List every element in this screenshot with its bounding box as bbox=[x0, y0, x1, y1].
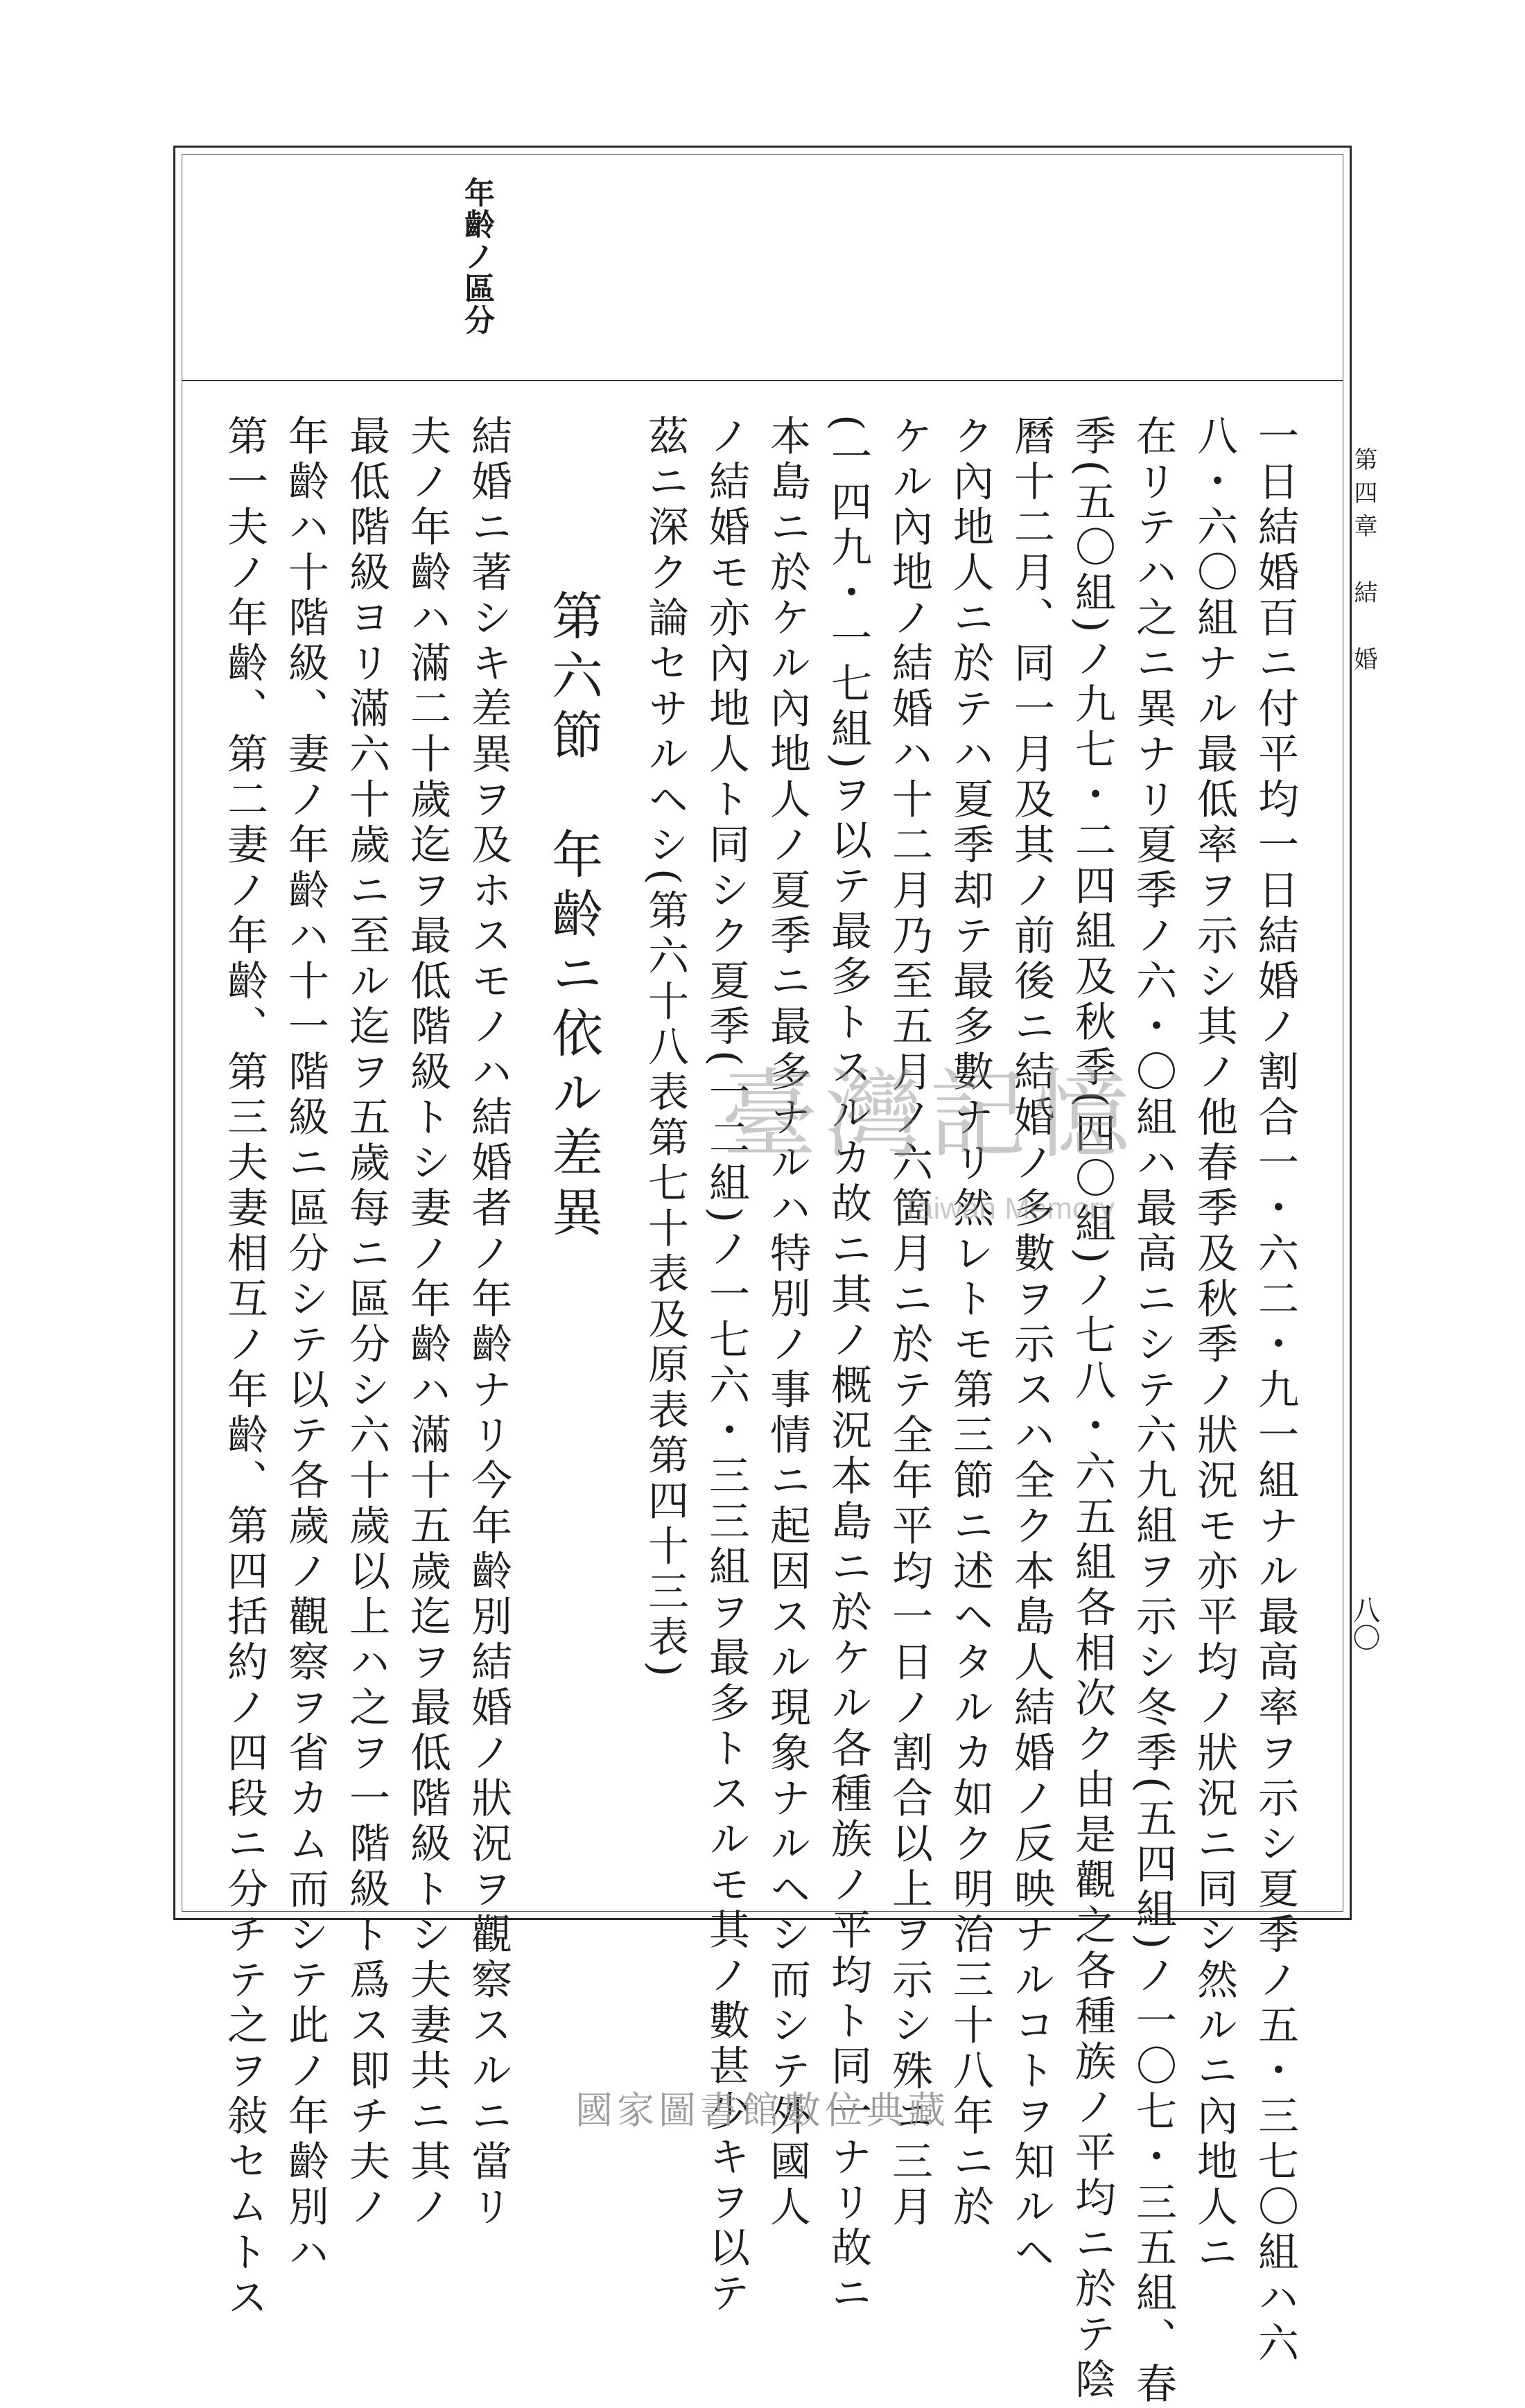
text-column: 結婚ニ著シキ差異ヲ及ホスモノハ結婚者ノ年齡ナリ今年齡別結婚ノ狀況ヲ觀察スルニ當リ bbox=[464, 415, 512, 2231]
text-column: ク內地人ニ於テハ夏季却テ最多數ナリ然レトモ第三節ニ述ヘタルカ如ク明治三十八年ニ於 bbox=[946, 415, 994, 2231]
text-column: (一四九・一七組)ヲ以テ最多トスルカ故ニ其ノ概況本島ニ於ケル各種族ノ平均ト同一ナリ故ニ bbox=[824, 415, 872, 2317]
footer-credit: 國家圖書館數位典藏 bbox=[575, 2088, 950, 2132]
text-column: 第一夫ノ年齡、第二妻ノ年齡、第三夫妻相互ノ年齡、第四括約ノ四段ニ分チテ之ヲ敍セムトス bbox=[220, 415, 268, 2321]
text-column: 最低階級ヨリ滿六十歲ニ至ル迄ヲ五歲每ニ區分シ六十歲以上ハ之ヲ一階級ト爲ス即チ夫ノ bbox=[342, 415, 390, 2231]
text-column: 本島ニ於ケル內地人ノ夏季ニ最多ナルハ特別ノ事情ニ起因スル現象ナルヘシ而シテ外國人 bbox=[763, 415, 811, 2231]
text-column: ケル內地ノ結婚ハ十二月乃至五月ノ六箇月ニ於テ全年平均一日ノ割合以上ヲ示シ殊ニ三月 bbox=[885, 415, 933, 2231]
library-watermark bbox=[721, 1059, 1234, 1248]
watermark-text: 臺灣記憶 bbox=[721, 1059, 1138, 1172]
text-column: 一日結婚百ニ付平均一日結婚ノ割合一・六二・九一組ナル最高率ヲ示シ夏季ノ五・三七〇組ハ六 bbox=[1251, 415, 1299, 2367]
running-head: 第四章 結 婚 bbox=[1350, 447, 1377, 680]
section-heading: 第六節 年齡ニ依ル差異 bbox=[543, 589, 603, 1245]
text-column: 在リテハ之ニ異ナリ夏季ノ六・〇組ハ最高ニシテ六九組ヲ示シ冬季(五四組)ノ一〇七・三五組、春 bbox=[1129, 415, 1177, 2408]
margin-divider bbox=[182, 380, 1343, 381]
text-column: 年齡ハ十階級、妻ノ年齡ハ十一階級ニ區分シテ以テ各歲ノ觀察ヲ省カム而シテ此ノ年齡別ハ bbox=[281, 415, 329, 2276]
margin-title: 年齡ノ區分 bbox=[459, 177, 494, 336]
text-column: 夫ノ年齡ハ滿二十歲迄ヲ最低階級トシ妻ノ年齡ハ滿十五歲迄ヲ最低階級トシ夫妻共ニ其ノ bbox=[403, 415, 451, 2231]
text-column: ノ結婚モ亦內地人ト同シク夏季(一二組)ノ一七六・三三組ヲ最多トスルモ其ノ數甚少キヲ以テ bbox=[702, 415, 750, 2317]
text-column: 季(五〇組)ノ九七・二四組及秋季(四〇組)ノ七八・六五組各相次ク由是觀之各種族ノ平均ニ於テ陰 bbox=[1068, 415, 1116, 2404]
page-number: 八〇 bbox=[1348, 1596, 1380, 1651]
text-column: 茲ニ深ク論セサルヘシ(第六十八表第七十表及原表第四十三表) bbox=[641, 415, 689, 1682]
text-column: 曆十二月、同一月及其ノ前後ニ結婚ノ多數ヲ示スハ全ク本島人結婚ノ反映ナルコトヲ知ルヘ bbox=[1007, 415, 1055, 2276]
text-column: 八・六〇組ナル最低率ヲ示シ其ノ他春季及秋季ノ狀況モ亦平均ノ狀況ニ同シ然ルニ內地人ニ bbox=[1190, 415, 1238, 2276]
watermark-subtext: Taiwan Memory bbox=[901, 1192, 1115, 1225]
